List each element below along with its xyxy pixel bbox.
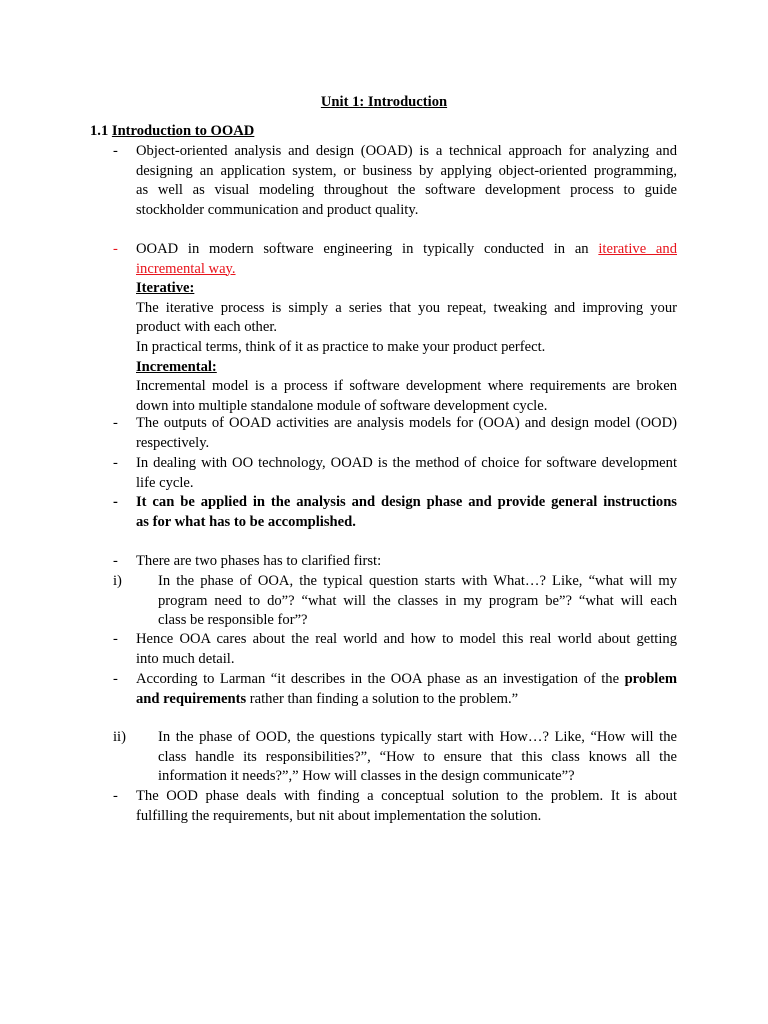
paragraph-ood-solution [136,787,677,826]
text-line: as for what has to be accomplished. [136,513,356,530]
text-line: fulfilling the requirements, but nit about implementation the solution. [136,807,542,824]
text-line: In dealing with OO technology, OOAD is the method of choice for software development [136,455,677,471]
highlight-link[interactable]: incremental way. [136,260,236,277]
p2-text: OOAD in modern software engineering in typically conducted in an [136,241,599,257]
text-line: The outputs of OOAD activities are analysis models for (OOA) and design model (OOD) [136,415,677,431]
bullet-marker: - [113,788,118,804]
bullet-marker: - [113,671,118,687]
paragraph-ooa-real-world [136,630,677,669]
paragraph-two-phases [136,552,677,572]
text-line: product with each other. [136,319,278,336]
paragraph-ooa-phase [158,572,677,631]
section-title: Introduction to OOAD [111,123,255,139]
text-line [136,240,677,260]
text-line: program need to do”? “what will the classes in my program be”? “what will each [158,592,677,609]
iterative-heading: Iterative: [136,280,195,297]
bullet-marker: - [113,631,118,647]
text-line: Hence OOA cares about the real world and how to model this real world about getting [136,631,677,647]
bullet-marker: - [113,415,118,431]
text-line: In the phase of OOA, the typical question starts with What…? Like, “what will my [158,573,677,589]
text-line: designing an application system, or business by applying object-oriented programming, [136,162,677,179]
text-line: There are two phases has to clarified first: [136,553,382,569]
text-line: Incremental model is a process if software development where requirements are broken [136,378,677,395]
p8-text: rather than finding a solution to the problem.” [246,690,519,707]
paragraph-larman [136,670,677,709]
paragraph-ooad-definition [136,142,677,220]
text-line: In practical terms, think of it as practice to make your product perfect. [136,338,546,355]
p8-bold: and requirements [136,690,247,707]
text-line: class handle its responsibilities?”, “How to ensure that this class knows all the [158,748,677,765]
paragraph-bold-instructions [136,493,677,532]
section-number: 1.1 [90,123,112,139]
bullet-marker: - [113,553,118,569]
p8-text: According to Larman “it describes in the OOA phase as an investigation of the [136,671,625,687]
text-line [136,690,677,710]
text-line: stockholder communication and product quality. [136,201,419,218]
paragraph-ood-phase [158,728,677,787]
paragraph-ooad-outputs [136,414,677,453]
roman-marker: ii) [113,729,126,745]
p8-bold: problem [624,671,677,687]
bullet-marker-red: - [113,241,118,257]
text-line: Object-oriented analysis and design (OOAD) is a technical approach for analyzing and [136,143,677,159]
paragraph-iterative-incremental [136,240,677,416]
section-heading [90,122,254,142]
text-line: In the phase of OOD, the questions typically start with How…? Like, “How will the [158,729,677,745]
text-line: class be responsible for”? [158,612,308,629]
text-line: It can be applied in the analysis and design phase and provide general instructions [136,494,677,510]
text-line: life cycle. [136,474,194,491]
paragraph-oo-technology [136,454,677,493]
text-line [136,670,677,690]
text-line: The OOD phase deals with finding a conceptual solution to the problem. It is about [136,788,677,804]
highlight-link[interactable]: iterative and [598,241,677,257]
text-line: The iterative process is simply a series that you repeat, tweaking and improving your [136,299,677,316]
text-line: information it needs?”,” How will classes in the design communicate”? [158,768,575,785]
text-line: as well as visual modeling throughout the software development process to guide [136,182,677,199]
text-line: down into multiple standalone module of software development cycle. [136,397,548,414]
bullet-marker: - [113,494,118,510]
page-title: Unit 1: Introduction [320,94,448,110]
bullet-marker: - [113,143,118,159]
text-line: respectively. [136,434,210,451]
bullet-marker: - [113,455,118,471]
text-line: into much detail. [136,650,235,667]
incremental-heading: Incremental: [136,358,217,375]
roman-marker: i) [113,573,122,589]
